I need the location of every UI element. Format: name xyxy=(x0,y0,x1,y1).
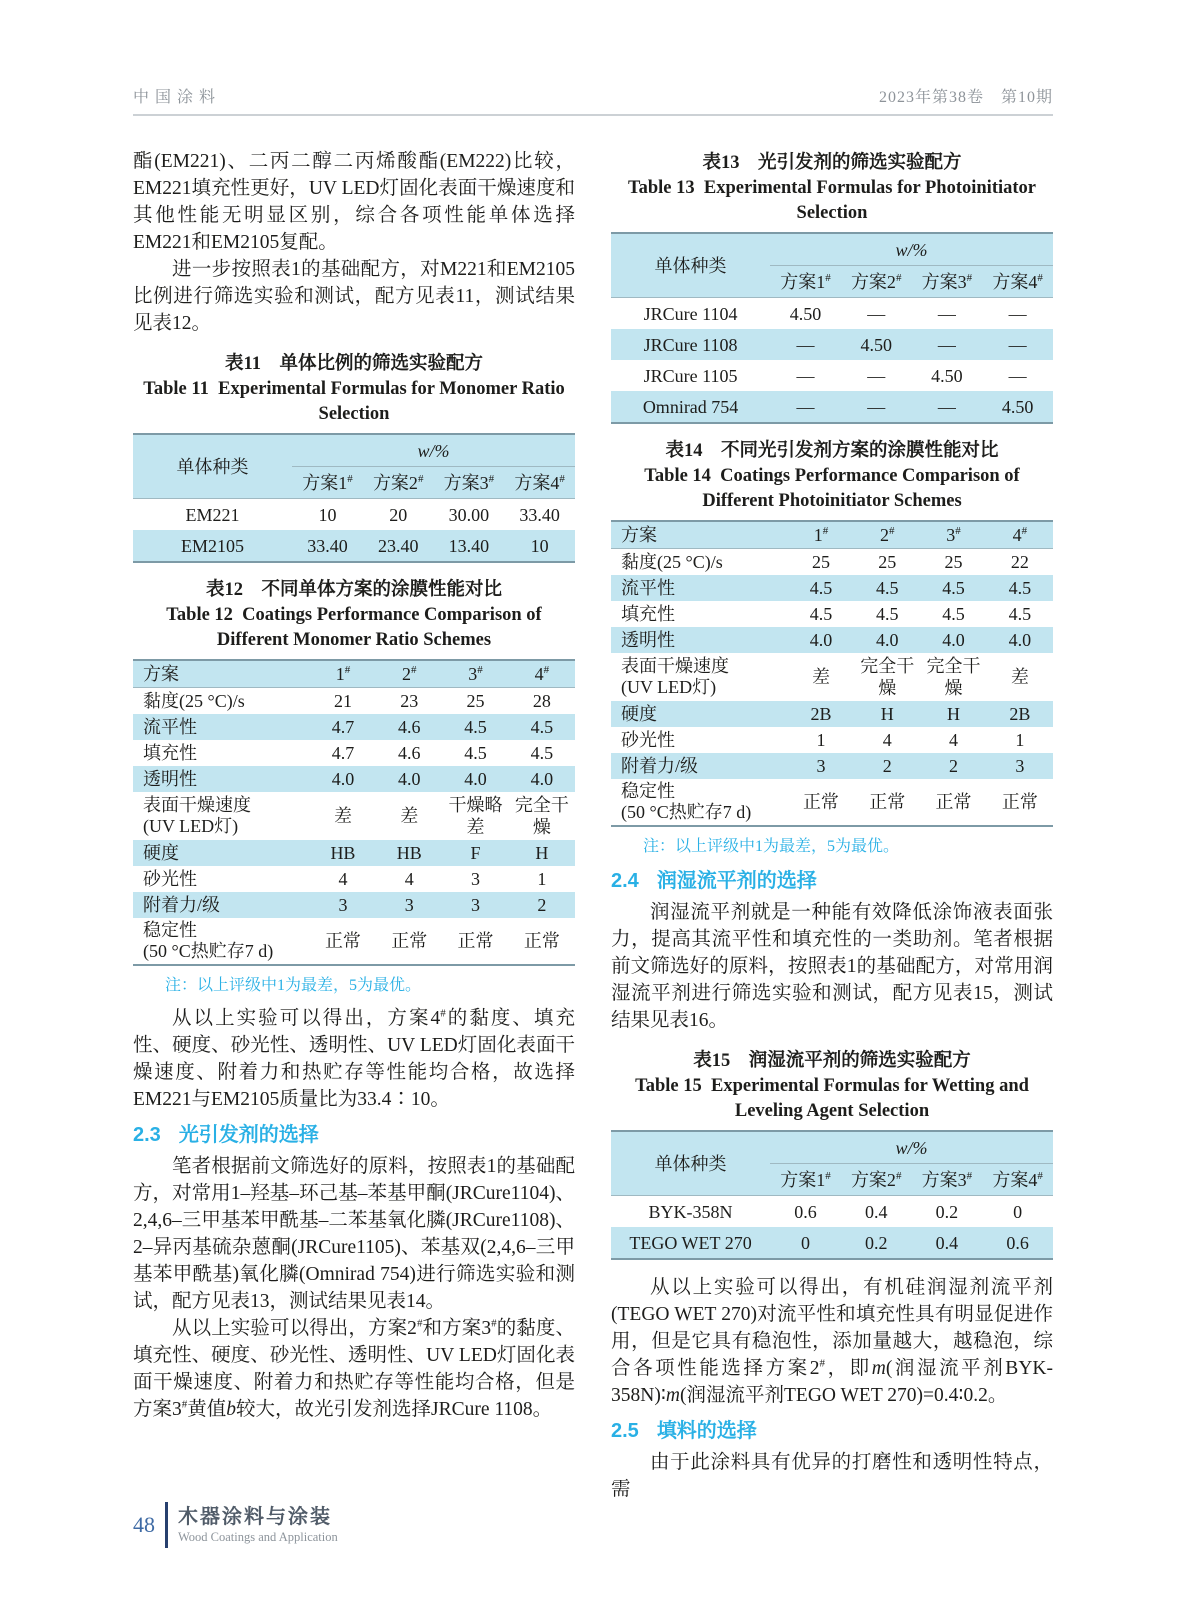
table-row xyxy=(133,499,575,531)
cell: — xyxy=(770,329,841,360)
scheme-header: 3# xyxy=(920,521,986,549)
row-label: 稳定性 (50 °C热贮存7 d) xyxy=(621,781,752,822)
scheme-header: 方案2# xyxy=(363,467,434,499)
cell: 正常 xyxy=(935,792,972,812)
table15-caption-zh: 表15 润湿流平剂的筛选实验配方 xyxy=(693,1051,971,1071)
table-row xyxy=(133,840,575,866)
group-header: w/% xyxy=(770,233,1053,266)
cell: — xyxy=(841,391,912,423)
cell: 4.7 xyxy=(331,743,355,763)
page-number: 48 xyxy=(133,1512,155,1537)
footer-journal-block xyxy=(178,1505,338,1545)
issue-info: 2023年第38卷 第10期 xyxy=(878,89,1053,106)
cell: 13.40 xyxy=(434,530,505,562)
table-row xyxy=(611,653,1053,701)
cell: 3 xyxy=(376,892,442,918)
cell: — xyxy=(912,329,983,360)
scheme-header: 1# xyxy=(788,521,854,549)
row-label: 透明性 xyxy=(611,627,788,653)
cell: 正常 xyxy=(523,931,560,951)
cell: 20 xyxy=(389,504,408,525)
cell: 4 xyxy=(338,869,348,889)
table-13 xyxy=(611,232,1053,424)
page-header xyxy=(133,84,1053,116)
table-header-row xyxy=(133,660,575,688)
cell: 4.50 xyxy=(841,329,912,360)
cell: 3 xyxy=(987,753,1053,779)
table-row xyxy=(611,1196,1053,1228)
cell: 4.5 xyxy=(464,743,487,763)
scheme-header: 1# xyxy=(310,660,376,688)
table13-caption xyxy=(611,150,1053,226)
row-label: EM2105 xyxy=(133,530,292,562)
table-header-row xyxy=(611,233,1053,266)
cell: 33.40 xyxy=(519,504,560,525)
row-label: 表面干燥速度 (UV LED灯) xyxy=(621,656,729,697)
cell: 0.6 xyxy=(982,1227,1053,1259)
cell: 2 xyxy=(854,753,920,779)
row-label: JRCure 1104 xyxy=(643,303,738,324)
cell: 2B xyxy=(788,701,854,727)
row-label: 流平性 xyxy=(133,714,310,740)
column-header: 方案 xyxy=(133,660,310,688)
cell: 4.5 xyxy=(509,714,575,740)
cell: 21 xyxy=(333,691,352,711)
cell: 干燥略差 xyxy=(448,795,503,837)
cell: 33.40 xyxy=(292,530,363,562)
cell: 0.4 xyxy=(912,1227,983,1259)
cell: 4.50 xyxy=(789,303,822,324)
table-row xyxy=(133,714,575,740)
scheme-header: 方案1# xyxy=(292,467,363,499)
cell: — xyxy=(982,329,1053,360)
table-row xyxy=(133,892,575,918)
table-row xyxy=(611,627,1053,653)
cell: 0 xyxy=(1013,1201,1023,1222)
two-column-body xyxy=(133,148,1053,1503)
row-label: 附着力/级 xyxy=(611,753,788,779)
cell: 4.0 xyxy=(442,766,508,792)
cell: — xyxy=(1008,365,1027,386)
scheme-header: 方案3# xyxy=(434,467,505,499)
table-row xyxy=(133,918,575,965)
row-label: EM221 xyxy=(185,504,240,525)
footer-journal-en: Wood Coatings and Application xyxy=(178,1530,338,1544)
footer-journal-zh: 木器涂料与涂装 xyxy=(178,1506,332,1528)
table-row xyxy=(611,779,1053,826)
cell: 4.5 xyxy=(942,604,965,624)
row-label: 流平性 xyxy=(611,575,788,601)
cell: 4.5 xyxy=(987,575,1053,601)
table-row xyxy=(611,701,1053,727)
paragraph: 从以上实验可以得出，方案4#的黏度、填充性、硬度、砂光性、透明性、UV LED灯固化表面干燥速度、附着力和热贮存等性能均合格，故选择EM221与EM2105质量比为33.4∶10。 xyxy=(133,1007,575,1110)
table13-caption-zh: 表13 光引发剂的筛选实验配方 xyxy=(702,153,962,173)
cell: 差 xyxy=(400,806,419,826)
table-row xyxy=(611,575,1053,601)
cell: 正常 xyxy=(457,931,494,951)
table12-caption xyxy=(133,577,575,653)
table-row xyxy=(133,530,575,562)
scheme-header: 4# xyxy=(987,521,1053,549)
scheme-header: 3# xyxy=(442,660,508,688)
section-heading-2-4: 2.4 润湿流平剂的选择 xyxy=(611,870,817,892)
cell: 0.6 xyxy=(794,1201,817,1222)
table-header-row xyxy=(611,1131,1053,1164)
scheme-header: 4# xyxy=(509,660,575,688)
cell: 4.0 xyxy=(788,627,854,653)
table-row xyxy=(611,298,1053,330)
cell: H xyxy=(920,701,986,727)
cell: 10 xyxy=(504,530,575,562)
cell: 正常 xyxy=(391,931,428,951)
cell: 完全干燥 xyxy=(514,795,569,837)
cell: — xyxy=(937,303,956,324)
cell: 3 xyxy=(310,892,376,918)
table13-caption-en: Table 13 Experimental Formulas for Photoinitiator Selection xyxy=(627,178,1036,223)
cell: 4 xyxy=(404,869,414,889)
cell: 4.50 xyxy=(931,365,963,386)
cell: 25 xyxy=(811,552,830,572)
table11-caption-en: Table 11 Experimental Formulas for Monomer Ratio Selection xyxy=(143,379,565,424)
table12-caption-zh: 表12 不同单体方案的涂膜性能对比 xyxy=(205,580,502,600)
table-row xyxy=(611,391,1053,423)
row-label: 砂光性 xyxy=(621,730,675,750)
paragraph: 润湿流平剂就是一种能有效降低涂饰液表面张力，提高其流平性和填充性的一类助剂。笔者根据前文筛选好的原料，按照表1的基础配方，对常用润湿流平剂进行筛选实验和测试，配方见表15，测试结果见表16。 xyxy=(611,902,1053,1031)
paragraph: 从以上实验可以得出，有机硅润湿剂流平剂(TEGO WET 270)对流平性和填充性具有明显促进作用，但是它具有稳泡性，添加量越大，越稳泡，综合各项性能选择方案2#，即m(润湿流平剂BYK-358N)∶m(润湿流平剂TEGO WET 270)=0.4∶0.2。 xyxy=(611,1277,1053,1406)
cell: 4.50 xyxy=(982,391,1053,423)
scheme-header: 方案3# xyxy=(912,1164,983,1196)
column-header: 方案 xyxy=(611,521,788,549)
table-row xyxy=(611,1227,1053,1259)
column-header: 单体种类 xyxy=(611,1131,770,1196)
cell: 10 xyxy=(318,504,337,525)
row-label: 透明性 xyxy=(133,766,310,792)
table-row xyxy=(133,792,575,840)
cell: 4.5 xyxy=(788,575,854,601)
row-label: JRCure 1108 xyxy=(611,329,770,360)
section-heading-2-5: 2.5 填料的选择 xyxy=(611,1420,757,1442)
table15-caption xyxy=(611,1048,1053,1124)
cell: 正常 xyxy=(324,931,361,951)
cell: 3 xyxy=(442,892,508,918)
cell: — xyxy=(770,391,841,423)
row-label: 黏度(25 °C)/s xyxy=(143,691,245,711)
group-header: w/% xyxy=(292,434,575,467)
paragraph: 由于此涂料具有优异的打磨性和透明性特点，需 xyxy=(611,1452,1053,1500)
cell: 0.4 xyxy=(864,1201,888,1222)
cell: 4.7 xyxy=(310,714,376,740)
cell: — xyxy=(1008,303,1027,324)
table-row xyxy=(611,360,1053,391)
left-column xyxy=(133,148,575,1503)
cell: 4 xyxy=(949,730,959,750)
scheme-header: 方案3# xyxy=(912,266,983,298)
row-label: TEGO WET 270 xyxy=(611,1227,770,1259)
cell: 2 xyxy=(509,892,575,918)
cell: F xyxy=(442,840,508,866)
scheme-header: 方案4# xyxy=(504,467,575,499)
cell: 4.0 xyxy=(376,766,442,792)
cell: H xyxy=(509,840,575,866)
table-15 xyxy=(611,1130,1053,1260)
scheme-header: 方案1# xyxy=(770,1164,841,1196)
cell: 23 xyxy=(400,691,419,711)
cell: 0 xyxy=(770,1227,841,1259)
row-label: 黏度(25 °C)/s xyxy=(621,552,723,572)
cell: 4.0 xyxy=(310,766,376,792)
table-header-row xyxy=(133,434,575,467)
cell: 差 xyxy=(333,806,352,826)
column-header: 单体种类 xyxy=(611,233,770,298)
cell: 25 xyxy=(878,552,897,572)
cell: 差 xyxy=(1010,667,1029,687)
table14-caption xyxy=(611,438,1053,514)
row-label: JRCure 1105 xyxy=(643,365,738,386)
cell: 3 xyxy=(471,869,481,889)
cell: 2 xyxy=(920,753,986,779)
scheme-header: 方案4# xyxy=(982,266,1053,298)
cell: 差 xyxy=(811,667,830,687)
table11-caption xyxy=(133,351,575,427)
table-row xyxy=(611,727,1053,753)
cell: 4 xyxy=(882,730,892,750)
column-header: 单体种类 xyxy=(133,434,292,499)
table14-note: 注：以上评级中1为最差，5为最优。 xyxy=(643,838,900,855)
cell: 1 xyxy=(1015,730,1025,750)
scheme-header: 2# xyxy=(854,521,920,549)
cell: 完全干燥 xyxy=(926,656,981,698)
cell: 1 xyxy=(537,869,547,889)
row-label: 填充性 xyxy=(621,604,675,624)
paragraph: 笔者根据前文筛选好的原料，按照表1的基础配方，对常用1–羟基–环己基–苯基甲酮(JRCure1104)、2,4,6–三甲基苯甲酰基–二苯基氧化膦(JRCure1108)、2–异丙基硫杂蒽酮(JRCure1105)、苯基双(2,4,6–三甲基苯甲酰基)氧化膦(Omnirad 754)进行筛选实验和测试，配方见表13，测试结果见表14。 xyxy=(133,1156,575,1312)
cell: 4.0 xyxy=(920,627,986,653)
right-column xyxy=(611,148,1053,1503)
cell: 正常 xyxy=(802,792,839,812)
cell: HB xyxy=(376,840,442,866)
cell: — xyxy=(867,303,886,324)
table-row xyxy=(611,549,1053,576)
cell: 0.2 xyxy=(841,1227,912,1259)
scheme-header: 方案1# xyxy=(770,266,841,298)
row-label: 硬度 xyxy=(133,840,310,866)
cell: 4.5 xyxy=(1008,604,1032,624)
journal-name: 中国涂料 xyxy=(133,89,222,106)
cell: 正常 xyxy=(869,792,906,812)
cell: — xyxy=(912,391,983,423)
footer-divider xyxy=(165,1502,168,1548)
cell: — xyxy=(796,365,815,386)
cell: 30.00 xyxy=(448,504,490,525)
table15-caption-en: Table 15 Experimental Formulas for Wetting and Leveling Agent Selection xyxy=(635,1076,1029,1121)
cell: 3 xyxy=(788,753,854,779)
table-12 xyxy=(133,659,575,966)
cell: 4.0 xyxy=(854,627,920,653)
cell: 25 xyxy=(466,691,485,711)
cell: 0.2 xyxy=(935,1201,959,1222)
table14-caption-zh: 表14 不同光引发剂方案的涂膜性能对比 xyxy=(665,441,999,461)
scheme-header: 方案2# xyxy=(841,1164,912,1196)
cell: 1 xyxy=(816,730,826,750)
cell: — xyxy=(867,365,886,386)
cell: 4.5 xyxy=(809,604,833,624)
table-row xyxy=(133,740,575,766)
row-label: 填充性 xyxy=(143,743,197,763)
table12-note: 注：以上评级中1为最差，5为最优。 xyxy=(165,977,422,994)
table-14 xyxy=(611,520,1053,827)
table-row xyxy=(133,766,575,792)
table-row xyxy=(133,866,575,892)
row-label: BYK-358N xyxy=(648,1201,733,1222)
table-row xyxy=(133,688,575,715)
cell: 4.5 xyxy=(854,575,920,601)
scheme-header: 方案2# xyxy=(841,266,912,298)
paragraph: 从以上实验可以得出，方案2#和方案3#的黏度、填充性、硬度、砂光性、透明性、UV LED灯固化表面干燥速度、附着力和热贮存等性能均合格，但是方案3#黄值b较大，故光引发剂选择JRCure 1108。 xyxy=(133,1317,575,1420)
cell: 22 xyxy=(1010,552,1029,572)
table-header-row xyxy=(611,521,1053,549)
row-label: 硬度 xyxy=(611,701,788,727)
cell: 4.0 xyxy=(509,766,575,792)
cell: 4.5 xyxy=(530,743,554,763)
table-11 xyxy=(133,433,575,563)
cell: 23.40 xyxy=(363,530,434,562)
paragraph: 进一步按照表1的基础配方，对M221和EM2105比例进行筛选实验和测试，配方见表11，测试结果见表12。 xyxy=(133,259,575,334)
cell: 28 xyxy=(532,691,551,711)
scheme-header: 方案4# xyxy=(982,1164,1053,1196)
section-heading-2-3: 2.3 光引发剂的选择 xyxy=(133,1124,319,1146)
cell: H xyxy=(854,701,920,727)
cell: 2B xyxy=(987,701,1053,727)
row-label: Omnirad 754 xyxy=(611,391,770,423)
cell: 4.5 xyxy=(875,604,899,624)
row-label: 附着力/级 xyxy=(133,892,310,918)
cell: 4.6 xyxy=(397,743,421,763)
cell: 4.5 xyxy=(920,575,986,601)
cell: 完全干燥 xyxy=(860,656,915,698)
cell: 25 xyxy=(944,552,963,572)
paragraph: 酯(EM221)、二丙二醇二丙烯酸酯(EM222)比较，EM221填充性更好，UV LED灯固化表面干燥速度和其他性能无明显区别，综合各项性能单体选择EM221和EM2105复配。 xyxy=(133,151,575,253)
cell: HB xyxy=(310,840,376,866)
row-label: 稳定性 (50 °C热贮存7 d) xyxy=(143,920,274,961)
row-label: 表面干燥速度 (UV LED灯) xyxy=(143,795,251,836)
page-footer xyxy=(133,1502,338,1548)
cell: 4.6 xyxy=(376,714,442,740)
table-row xyxy=(611,601,1053,627)
scheme-header: 2# xyxy=(376,660,442,688)
row-label: 砂光性 xyxy=(143,869,197,889)
table-row xyxy=(611,753,1053,779)
group-header: w/% xyxy=(770,1131,1053,1164)
table12-caption-en: Table 12 Coatings Performance Comparison of Different Monomer Ratio Schemes xyxy=(166,605,542,650)
table14-caption-en: Table 14 Coatings Performance Comparison of Different Photoinitiator Schemes xyxy=(644,466,1020,511)
cell: 4.0 xyxy=(987,627,1053,653)
table11-caption-zh: 表11 单体比例的筛选实验配方 xyxy=(225,354,483,374)
table-row xyxy=(611,329,1053,360)
cell: 正常 xyxy=(1001,792,1038,812)
cell: 4.5 xyxy=(442,714,508,740)
